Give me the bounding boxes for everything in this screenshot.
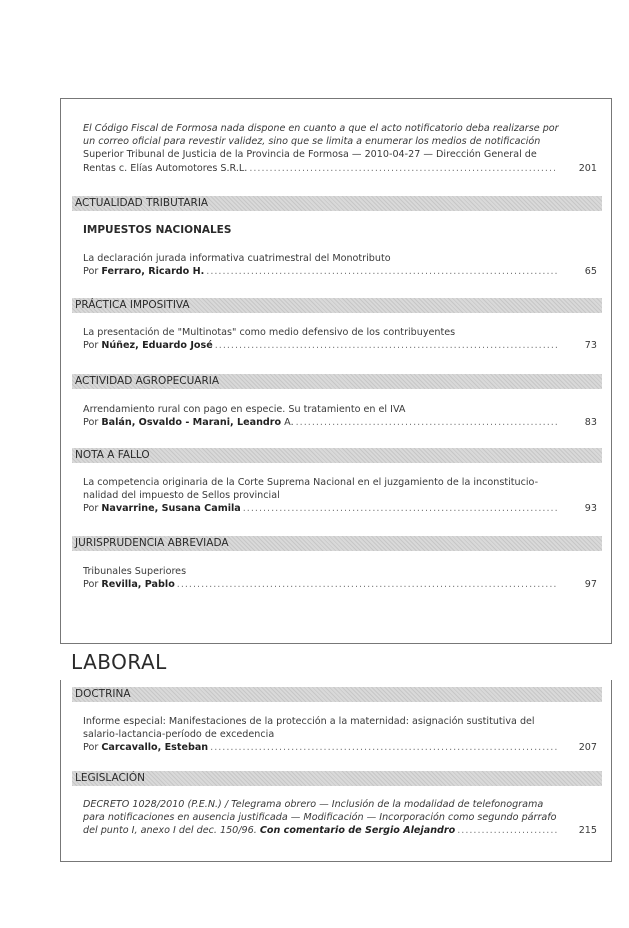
entry-text: Tribunales Superiores (83, 566, 187, 577)
toc-entry-arrendamiento-rural[interactable] (83, 403, 597, 429)
author-name: Revilla, Pablo (101, 579, 175, 591)
entry-prefix: Por (83, 417, 102, 429)
entry-text: para notificaciones en ausencia justificada — Modificación — Incorporación como segundo párrafo (83, 812, 557, 824)
leader-dots (249, 162, 557, 175)
author-name: Núñez, Eduardo José (101, 340, 213, 352)
section-band-legislacion: LEGISLACIÓN (72, 771, 602, 786)
page-number: 65 (584, 266, 597, 278)
entry-suffix: A. (281, 417, 294, 429)
entry-text: La declaración jurada informativa cuatrimestral del Monotributo (83, 253, 391, 264)
section-title-laboral: LABORAL (71, 650, 167, 674)
entry-text: un correo oficial para revestir validez, sino que se limita a enumerar los medios de notificación (83, 136, 541, 148)
entry-text: Arrendamiento rural con pago en especie. Su tratamiento en el IVA (83, 404, 406, 415)
subheading-impuestos-nacionales: IMPUESTOS NACIONALES (83, 224, 232, 236)
entry-prefix: Por (83, 340, 102, 352)
page-number: 73 (584, 340, 597, 352)
entry-text: Informe especial: Manifestaciones de la protección a la maternidad: asignación sustitutiva del (83, 716, 535, 727)
entry-text: salario-lactancia-período de excedencia (83, 729, 275, 741)
page-number: 207 (578, 742, 597, 754)
entry-text: del punto I, anexo I del dec. 150/96. (83, 825, 260, 837)
leader-dots (296, 416, 557, 429)
toc-frame-tributario (60, 98, 612, 644)
page-number: 83 (584, 417, 597, 429)
author-name: Con comentario de Sergio Alejandro (259, 825, 456, 837)
author-name: Carcavallo, Esteban (101, 742, 209, 754)
leader-dots (210, 741, 557, 754)
author-name: Ferraro, Ricardo H. (101, 266, 205, 278)
section-band-doctrina: DOCTRINA (72, 687, 602, 702)
author-name: Balán, Osvaldo - Marani, Leandro (101, 417, 282, 429)
entry-text: DECRETO 1028/2010 (P.E.N.) / Telegrama obrero — Inclusión de la modalidad de telefonograma (83, 799, 544, 810)
toc-entry-tribunales-superiores[interactable] (83, 565, 597, 591)
toc-entry-competencia-originaria[interactable] (83, 476, 597, 516)
leader-dots (243, 502, 557, 515)
entry-text: La presentación de "Multinotas" como medio defensivo de los contribuyentes (83, 327, 456, 338)
page-number: 97 (584, 579, 597, 591)
toc-entry-codigo-fiscal-formosa[interactable] (83, 122, 597, 175)
section-band-practica-impositiva: PRÁCTICA IMPOSITIVA (72, 298, 602, 313)
section-band-actividad-agropecuaria: ACTIVIDAD AGROPECUARIA (72, 374, 602, 389)
page-number: 93 (584, 503, 597, 515)
entry-text: nalidad del impuesto de Sellos provincial (83, 490, 280, 502)
section-band-actualidad-tributaria: ACTUALIDAD TRIBUTARIA (72, 196, 602, 211)
entry-text: La competencia originaria de la Corte Suprema Nacional en el juzgamiento de la inconstitucio- (83, 477, 539, 488)
page-number: 215 (578, 825, 597, 837)
entry-text: Rentas c. Elías Automotores S.R.L. (83, 162, 248, 174)
leader-dots (206, 265, 557, 278)
toc-entry-monotributo[interactable] (83, 252, 597, 278)
entry-prefix: Por (83, 742, 102, 754)
leader-dots (177, 578, 557, 591)
entry-prefix: Por (83, 266, 102, 278)
author-name: Navarrine, Susana Camila (101, 503, 241, 515)
entry-text: El Código Fiscal de Formosa nada dispone en cuanto a que el acto notificatorio deba realizarse por (83, 123, 559, 134)
entry-text: Superior Tribunal de Justicia de la Provincia de Formosa — 2010-04-27 — Dirección General de (83, 149, 537, 161)
toc-entry-decreto-1028[interactable] (83, 798, 597, 838)
toc-entry-multinotas[interactable] (83, 326, 597, 352)
leader-dots (215, 339, 557, 352)
toc-entry-proteccion-maternidad[interactable] (83, 715, 597, 755)
entry-prefix: Por (83, 579, 102, 591)
leader-dots (457, 824, 557, 837)
section-band-jurisprudencia-abreviada: JURISPRUDENCIA ABREVIADA (72, 536, 602, 551)
section-band-nota-a-fallo: NOTA A FALLO (72, 448, 602, 463)
entry-prefix: Por (83, 503, 102, 515)
page-number: 201 (578, 162, 597, 174)
